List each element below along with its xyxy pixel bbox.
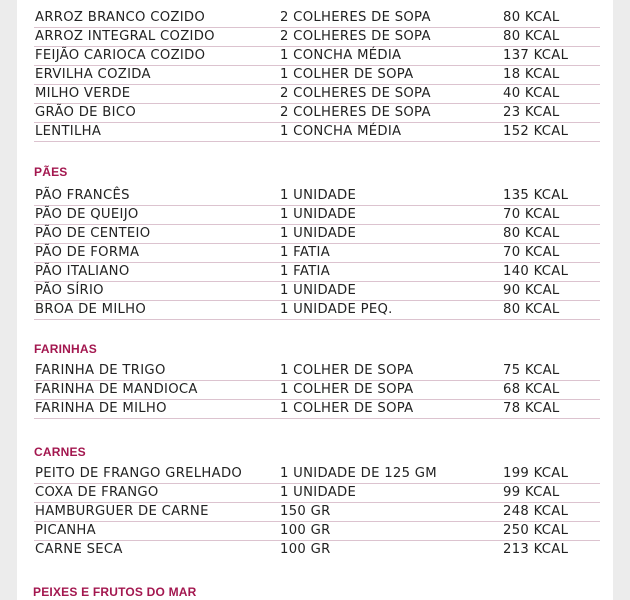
food-name: ARROZ BRANCO COZIDO [35,10,206,25]
portion: 1 UNIDADE DE 125 GM [280,466,437,481]
table-row [34,464,600,484]
food-name: PÃO DE QUEIJO [35,207,139,222]
table-row [34,281,600,301]
calories: 140 KCAL [503,264,569,279]
calories: 80 KCAL [503,29,560,44]
food-name: PÃO FRANCÊS [35,188,130,203]
table-row [34,205,600,225]
calories: 250 KCAL [503,523,569,538]
food-name: ERVILHA COZIDA [35,67,151,82]
portion: 1 COLHER DE SOPA [280,382,414,397]
food-name: BROA DE MILHO [35,302,147,317]
portion: 2 COLHERES DE SOPA [280,29,431,44]
table-row [34,262,600,282]
portion: 1 UNIDADE [280,207,357,222]
table-row [34,224,600,244]
calories: 40 KCAL [503,86,560,101]
portion: 1 CONCHA MÉDIA [280,124,402,139]
food-name: PICANHA [35,523,96,538]
calories: 135 KCAL [503,188,569,203]
food-name: PEITO DE FRANGO GRELHADO [35,466,243,481]
portion: 1 UNIDADE [280,485,357,500]
food-name: PÃO DE FORMA [35,245,140,260]
table-row [34,540,600,559]
table-row [34,65,600,85]
section-heading: FARINHAS [34,342,97,356]
section-heading: PÃES [34,165,68,179]
section-heading: CARNES [34,445,86,459]
food-name: PÃO ITALIANO [35,264,130,279]
portion: 150 GR [280,504,331,519]
portion: 2 COLHERES DE SOPA [280,105,431,120]
calories: 78 KCAL [503,401,560,416]
table-row [34,399,600,419]
calories: 68 KCAL [503,382,560,397]
portion: 1 UNIDADE [280,226,357,241]
calorie-table-page [17,0,613,600]
portion: 1 UNIDADE PEQ. [280,302,393,317]
calories: 80 KCAL [503,302,560,317]
table-row [34,380,600,400]
table-row [34,8,600,28]
table-row [34,103,600,123]
section-heading: PEIXES E FRUTOS DO MAR [33,585,197,599]
calories: 80 KCAL [503,226,560,241]
food-name: LENTILHA [35,124,102,139]
calories: 75 KCAL [503,363,560,378]
food-name: COXA DE FRANGO [35,485,159,500]
calories: 99 KCAL [503,485,560,500]
table-row [34,243,600,263]
table-row [34,186,600,206]
calories: 248 KCAL [503,504,569,519]
portion: 100 GR [280,542,331,557]
food-name: FEIJÃO CARIOCA COZIDO [35,48,206,63]
table-row [34,521,600,541]
portion: 1 UNIDADE [280,188,357,203]
table-row [34,46,600,66]
calories: 90 KCAL [503,283,560,298]
portion: 1 COLHER DE SOPA [280,401,414,416]
food-name: FARINHA DE MANDIOCA [35,382,198,397]
table-row [34,84,600,104]
food-name: FARINHA DE TRIGO [35,363,166,378]
calories: 213 KCAL [503,542,569,557]
food-name: FARINHA DE MILHO [35,401,167,416]
calories: 199 KCAL [503,466,569,481]
food-name: PÃO DE CENTEIO [35,226,151,241]
portion: 1 COLHER DE SOPA [280,67,414,82]
food-name: MILHO VERDE [35,86,131,101]
portion: 2 COLHERES DE SOPA [280,10,431,25]
portion: 1 CONCHA MÉDIA [280,48,402,63]
calories: 18 KCAL [503,67,560,82]
portion: 2 COLHERES DE SOPA [280,86,431,101]
portion: 1 COLHER DE SOPA [280,363,414,378]
calories: 70 KCAL [503,245,560,260]
table-row [34,502,600,522]
table-row [34,361,600,381]
portion: 100 GR [280,523,331,538]
calories: 152 KCAL [503,124,569,139]
calories: 137 KCAL [503,48,569,63]
portion: 1 FATIA [280,245,331,260]
table-row [34,483,600,503]
calories: 23 KCAL [503,105,560,120]
calories: 70 KCAL [503,207,560,222]
table-row [34,122,600,142]
food-name: GRÃO DE BICO [35,105,137,120]
calories: 80 KCAL [503,10,560,25]
food-name: ARROZ INTEGRAL COZIDO [35,29,215,44]
table-row [34,27,600,47]
table-row [34,300,600,320]
portion: 1 UNIDADE [280,283,357,298]
food-name: HAMBURGUER DE CARNE [35,504,209,519]
food-name: CARNE SECA [35,542,123,557]
portion: 1 FATIA [280,264,331,279]
food-name: PÃO SÍRIO [35,283,104,298]
